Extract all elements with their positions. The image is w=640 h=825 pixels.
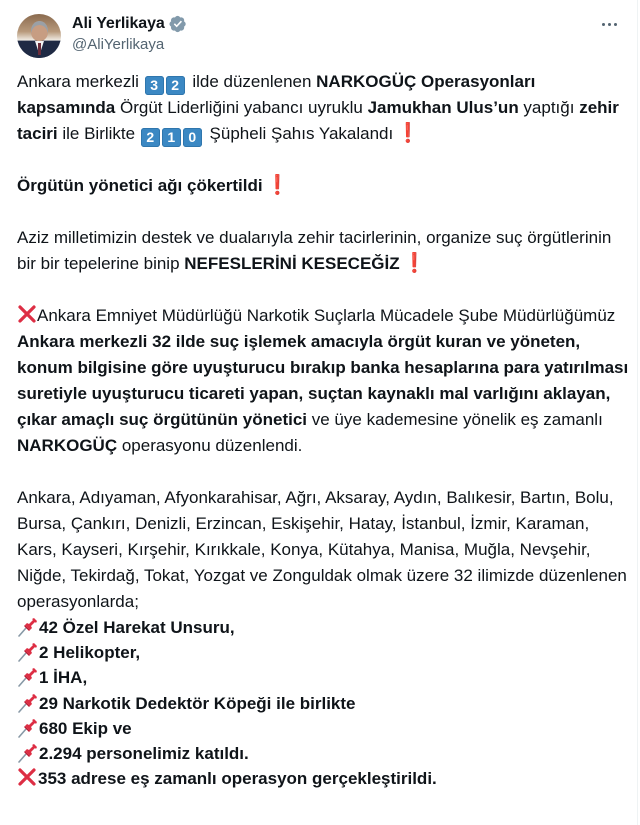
exclamation-mark-icon: ❗	[402, 253, 427, 274]
list-item-text: 2.294 personelimiz katıldı.	[39, 744, 249, 764]
paragraph-gap	[17, 199, 632, 225]
list-item-text: 42 Özel Harekat Unsuru,	[39, 618, 235, 637]
text-span: Şüpheli Şahıs Yakalandı	[204, 124, 394, 143]
keycap-number-210	[141, 121, 204, 147]
pushpin-icon	[17, 616, 39, 638]
pushpin-icon	[17, 742, 39, 764]
more-options-button[interactable]	[596, 14, 622, 34]
cross-mark-icon	[17, 304, 37, 324]
list-item	[17, 615, 632, 640]
user-name-row[interactable]	[72, 14, 187, 34]
bold-text: zehir taciri	[17, 98, 619, 143]
user-display-name[interactable]: Ali Yerlikaya	[72, 15, 165, 32]
exclamation-mark-icon: ❗	[396, 123, 420, 144]
keycap-digit-icon: 1	[162, 128, 181, 147]
bold-text: NEFESLERİNİ KESECEĞİZ	[184, 254, 400, 273]
pushpin-icon	[17, 692, 39, 714]
text-span: ve üye kademesine yönelik eş zamanlı	[307, 410, 603, 429]
bold-text: Örgütün yönetici ağı çökertildi	[17, 176, 263, 195]
list-item	[17, 665, 632, 690]
bold-text: NARKOGÜÇ Operasyonları kapsamında	[17, 72, 536, 117]
list-item	[17, 716, 632, 741]
pushpin-icon	[17, 641, 39, 663]
tweet-paragraph-nation-support	[17, 225, 632, 277]
keycap-number-32	[145, 69, 187, 95]
avatar-face	[31, 21, 48, 41]
list-item	[17, 766, 632, 791]
paragraph-gap	[17, 147, 632, 173]
text-span: Örgüt Liderliğini yabancı uyruklu	[115, 98, 368, 117]
keycap-digit-icon: 0	[183, 128, 202, 147]
operation-resources-list	[17, 615, 632, 791]
cross-mark-icon	[17, 767, 37, 787]
exclamation-mark-icon: ❗	[265, 175, 290, 196]
avatar[interactable]	[17, 14, 61, 58]
user-handle[interactable]: @AliYerlikaya	[72, 36, 165, 53]
paragraph-gap	[17, 459, 632, 485]
tweet-paragraph-headline	[17, 69, 632, 147]
more-horizontal-icon-dot	[608, 23, 611, 26]
keycap-digit-icon: 3	[145, 76, 164, 95]
list-item	[17, 640, 632, 665]
keycap-digit-icon: 2	[166, 76, 185, 95]
more-horizontal-icon	[602, 23, 605, 26]
timeline-border	[637, 0, 638, 825]
pushpin-icon	[17, 666, 39, 688]
list-item-text: 353 adrese eş zamanlı operasyon gerçekleştirildi.	[38, 769, 437, 789]
text-span: Ankara Emniyet Müdürlüğü Narkotik Suçlarla Mücadele Şube Müdürlüğümüz	[37, 306, 616, 325]
paragraph-gap	[17, 277, 632, 303]
list-item-text: 29 Narkotik Dedektör Köpeği ile birlikte	[39, 693, 356, 713]
text-span: yaptığı	[518, 98, 580, 117]
tweet-text	[17, 69, 632, 791]
text-span: ile Birlikte	[57, 124, 140, 143]
text-span: Aziz milletimizin destek ve dualarıyla zehir tacirlerinin, organize suç örgütlerinin bir bir tepelerine binip	[17, 228, 612, 273]
tweet-paragraph-network-dismantled	[17, 173, 632, 199]
tweet-paragraph-operation-details	[17, 303, 632, 459]
tweet-paragraph-provinces	[17, 485, 632, 615]
list-item-text: 2 Helikopter,	[39, 643, 141, 663]
tweet-header	[0, 0, 640, 70]
pushpin-icon	[17, 717, 39, 739]
more-horizontal-icon-dot	[614, 23, 617, 26]
bold-text: NARKOGÜÇ	[17, 436, 118, 455]
bold-text: Jamukhan Ulus’un	[367, 98, 519, 117]
keycap-digit-icon: 2	[141, 128, 160, 147]
verified-badge-icon[interactable]	[169, 15, 187, 33]
text-span: Ankara, Adıyaman, Afyonkarahisar, Ağrı, Aksaray, Aydın, Balıkesir, Bartın, Bolu, Bursa, Çankırı, Denizli, Erzincan, Eskişehir, Hatay, İstanbul, İzmir, Karaman, Kars, Kayseri, Kırşehir, Kırıkkale, Konya, Kütahya, Manisa, Muğla, Nevşehir, Niğde, Tekirdağ, Tokat, Yozgat ve Zonguldak olmak üzere 32 ilimizde düzenlenen operasyonlarda;	[17, 488, 627, 611]
avatar-tie	[38, 43, 41, 55]
bold-text: Ankara merkezli 32 ilde suç işlemek amacıyla örgüt kuran ve yöneten, konum bilgisine göre uyuşturucu bırakıp banka hesaplarına para yatırılması suretiyle uyuşturucu ticareti yapan, suçtan kaynaklı mal varlığını aklayan, çıkar amaçlı suç örgütünün yönetici	[17, 332, 629, 429]
text-span: operasyonu düzenlendi.	[117, 436, 303, 455]
text-span: ilde düzenlenen	[187, 72, 317, 91]
list-item-text: 680 Ekip ve	[39, 718, 132, 738]
list-item-text: 1 İHA,	[39, 668, 88, 688]
list-item	[17, 691, 632, 716]
text-span: Ankara merkezli	[17, 72, 144, 91]
list-item	[17, 741, 632, 766]
